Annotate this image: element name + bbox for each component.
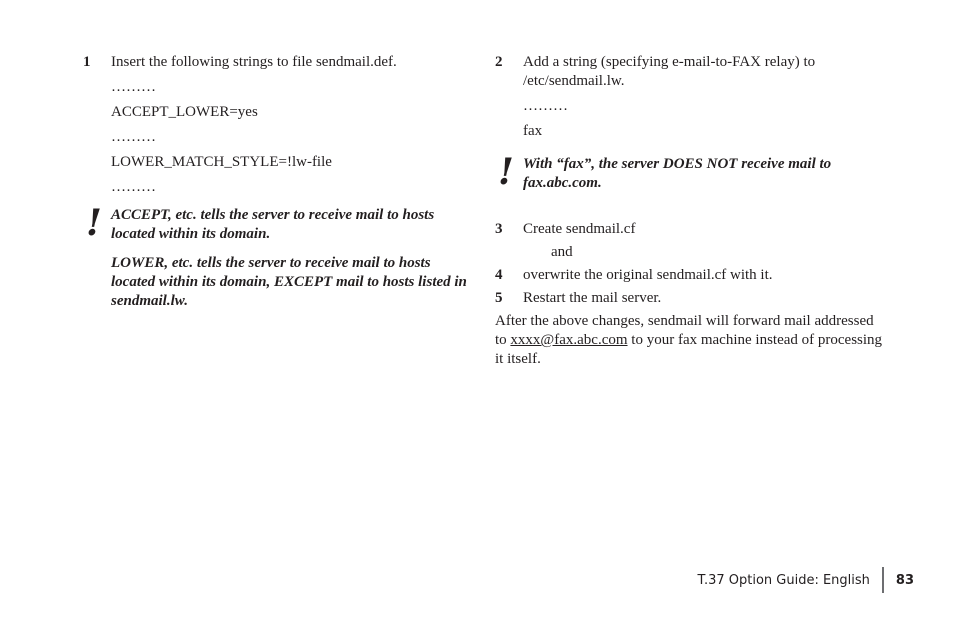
code-line: ……… (111, 129, 156, 145)
step-text: Insert the following strings to file sendmail.def. (111, 54, 397, 70)
note-paragraph: LOWER, etc. tells the server to receive mail to hosts located within its domain, EXCEPT mail to hosts listed in sendmail.lw. (111, 255, 467, 309)
exclamation-icon: ! (86, 202, 102, 244)
fax-address-link[interactable]: xxxx@fax.abc.com (510, 332, 628, 348)
footer-divider (882, 567, 884, 593)
page-footer (698, 567, 914, 593)
summary-text: to your fax machine instead of processing it itself. (495, 332, 883, 367)
code-line: LOWER_MATCH_STYLE=!lw-file (111, 154, 332, 170)
step-5 (495, 289, 887, 308)
code-line: ……… (111, 79, 156, 95)
step-number: 4 (495, 267, 503, 283)
step-number: 2 (495, 54, 503, 70)
step-text: Restart the mail server. (523, 290, 662, 306)
summary-text: After the above changes, sendmail will forward mail addressed to (495, 313, 874, 348)
summary-paragraph (495, 312, 887, 369)
step-2 (495, 53, 887, 91)
step-number: 1 (83, 54, 91, 70)
left-column (83, 53, 475, 321)
step-text: Add a string (specifying e-mail-to-FAX relay) to /etc/sendmail.lw. (523, 54, 816, 89)
code-line: ……… (523, 98, 568, 114)
exclamation-icon: ! (498, 151, 514, 193)
and-connector: and (551, 244, 573, 260)
step-3 (495, 220, 887, 239)
right-column (495, 53, 887, 369)
warning-note (83, 202, 475, 311)
step-number: 5 (495, 290, 503, 306)
step-4 (495, 266, 887, 285)
page-number: 83 (895, 572, 914, 588)
note-paragraph: ACCEPT, etc. tells the server to receive mail to hosts located within its domain. (111, 207, 435, 242)
code-line: fax (523, 123, 543, 139)
note-paragraph: With “fax”, the server DOES NOT receive mail to fax.abc.com. (523, 156, 832, 191)
step-number: 3 (495, 221, 503, 237)
warning-note (495, 151, 887, 193)
step-text: Create sendmail.cf (523, 221, 636, 237)
code-line: ACCEPT_LOWER=yes (111, 104, 258, 120)
guide-title: T.37 Option Guide: English (697, 572, 870, 588)
step-text: overwrite the original sendmail.cf with it. (523, 267, 773, 283)
step-1 (83, 53, 475, 72)
code-line: ……… (111, 179, 156, 195)
